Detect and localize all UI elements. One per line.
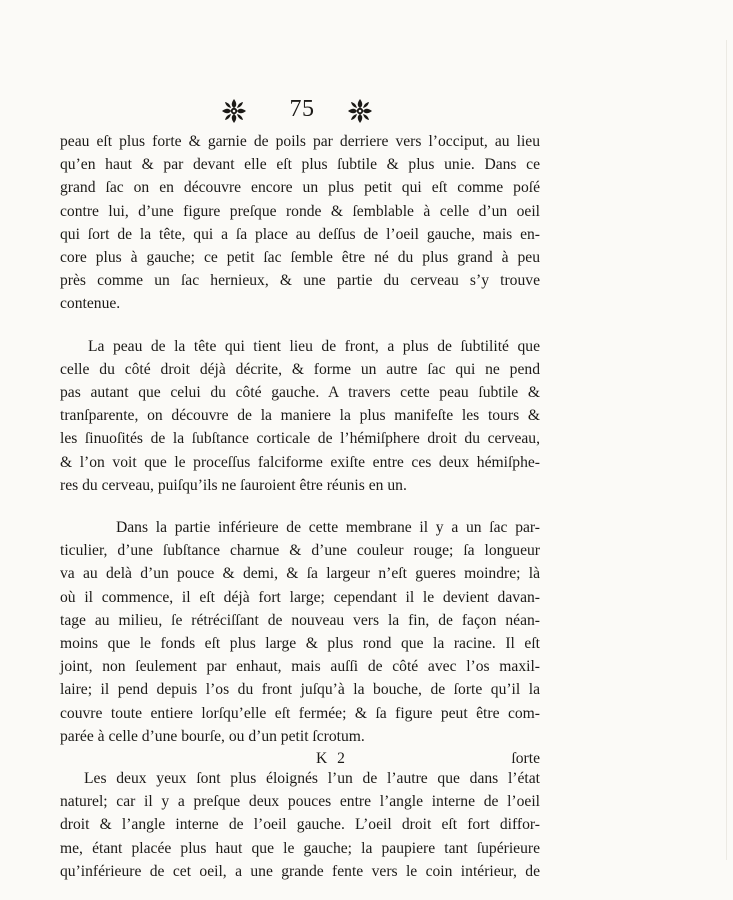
text-line: ticulier, d’une ſubſtance charnue & d’une couleur rouge; ſa longueur [60, 542, 540, 560]
text-line: contre lui, d’une figure preſque ronde & ſemblable à celle d’un oeil [60, 202, 540, 220]
text-line: peau eſt plus forte & garnie de poils par derriere vers l’occiput, au lieu [60, 133, 540, 150]
text-line: laire; il pend depuis l’os du front juſqu’à la bouche, de ſorte qu’il la [60, 681, 540, 699]
text-line: va au delà d’un pouce & demi, & ſa largeur n’eſt gueres moindre; là [60, 565, 540, 583]
text-line: & l’on voit que le proceſſus falciforme exiſte entre ces deux hémiſphe- [60, 453, 540, 471]
catchword: ſorte [511, 750, 540, 767]
text-line: Les deux yeux ſont plus éloignés l’un de l’autre que dans l’état [84, 770, 540, 788]
text-line: res du cerveau, puiſqu’ils ne ſauroient être réunis en un. [60, 476, 407, 494]
text-line: qu’inférieure de cet oeil, a une grande fente vers le coin intérieur, de [60, 862, 540, 880]
text-line: qui ſort de la tête, qui a ſa place au deſſus de l’oeil gauche, mais en- [60, 225, 540, 243]
text-line: joint, non ſeulement par enhaut, mais auſſi de côté avec l’os maxil- [60, 658, 540, 676]
text-line: moins que le fonds eſt plus large & plus rond que la racine. Il eſt [60, 635, 540, 653]
page-number: 75 [289, 96, 315, 122]
text-line: droit & l’angle interne de l’oeil gauche. L’oeil droit eſt fort diffor- [60, 816, 540, 834]
signature-mark: K 2 [316, 750, 348, 767]
page-edge-line [726, 40, 727, 860]
paragraph-gap [60, 316, 540, 335]
text-line: qu’en haut & par devant elle eſt plus ſubtile & plus unie. Dans ce [60, 156, 540, 174]
text-line: naturel; car il y a preſque deux pouces entre l’angle interne de l’oeil [60, 793, 540, 811]
text-line: celle du côté droit déjà décrite, & forme un autre ſac qui ne pend [60, 360, 540, 378]
text-line: Dans la partie inférieure de cette membrane il y a un ſac par- [116, 519, 540, 537]
paragraph-gap [60, 497, 540, 516]
text-line: tranſparente, on découvre de la maniere la plus manifeſte les tours & [60, 407, 540, 425]
text-line: La peau de la tête qui tient lieu de front, a plus de ſubtilité que [88, 337, 540, 355]
text-line: parée à celle d’une bourſe, ou d’un petit ſcrotum. [60, 727, 365, 745]
text-line: près comme un ſac hernieux, & une partie du cerveau s’y trouve [60, 272, 540, 290]
text-line: où il commence, il eſt déjà fort large; cependant il le devient davan- [60, 588, 540, 606]
text-line: les ſinuoſités de la ſubſtance corticale de l’hémiſphere droit du cerveau, [60, 430, 540, 448]
text-line: tage au milieu, ſe rétréciſſant de nouveau vers la fin, de façon néan- [60, 611, 540, 629]
text-line: pas autant que celui du côté gauche. A travers cette peau ſubtile & [60, 384, 540, 402]
text-line: me, étant placée plus haut que le gauche; la paupiere tant ſupérieure [60, 839, 540, 857]
text-line: couvre toute entiere lorſqu’elle eſt fermée; & ſa figure peut être com- [60, 704, 540, 722]
text-line: contenue. [60, 295, 121, 313]
text-line: grand ſac on en découvre encore un plus petit qui eſt comme poſé [60, 179, 540, 197]
fleuron-ornament-icon [347, 98, 373, 124]
fleuron-ornament-icon [221, 98, 247, 124]
text-line: core plus à gauche; ce petit ſac ſemble être né du plus grand à peu [60, 249, 540, 267]
page-footer [60, 750, 540, 774]
page-header [0, 96, 733, 130]
